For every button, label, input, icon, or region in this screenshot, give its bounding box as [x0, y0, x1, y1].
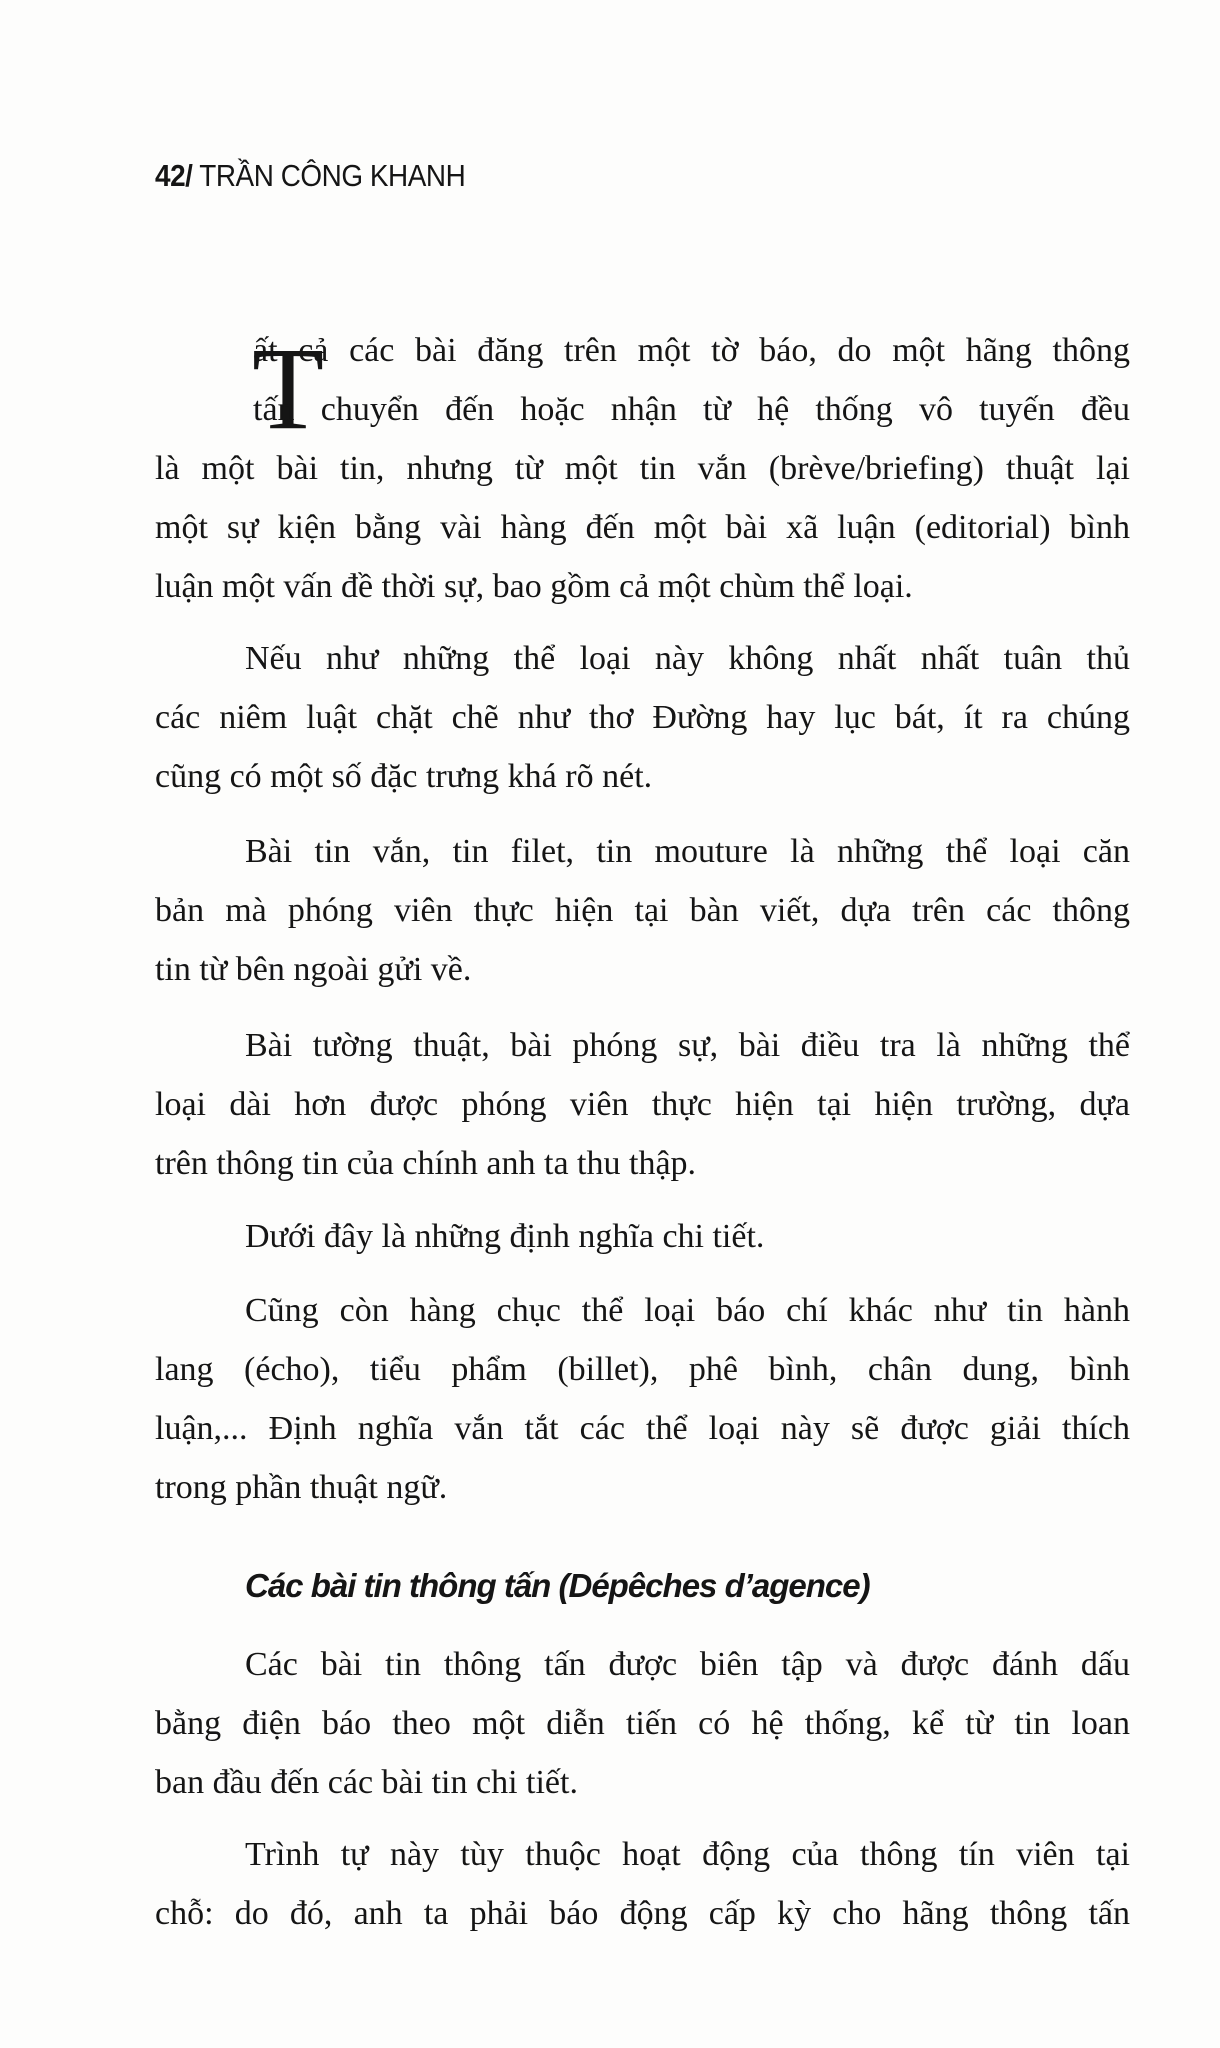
text-line: tin từ bên ngoài gửi về. [155, 951, 472, 988]
text-line: một sự kiện bằng vài hàng đến một bài xã luận (editorial) bình [155, 509, 1130, 546]
text-line: chỗ: do đó, anh ta phải báo động cấp kỳ cho hãng thông tấn [155, 1895, 1130, 1932]
text-line: Dưới đây là những định nghĩa chi tiết. [245, 1218, 765, 1255]
text-line: các niêm luật chặt chẽ như thơ Đường hay lục bát, ít ra chúng [155, 699, 1130, 736]
text-line: ban đầu đến các bài tin chi tiết. [155, 1764, 578, 1801]
text-line: Bài tin vắn, tin filet, tin mouture là những thể loại căn [245, 833, 1130, 870]
author-name: TRẦN CÔNG KHANH [192, 158, 466, 193]
text-line: trong phần thuật ngữ. [155, 1469, 448, 1506]
text-line: Các bài tin thông tấn được biên tập và được đánh dấu [245, 1646, 1130, 1683]
text-line: loại dài hơn được phóng viên thực hiện tại hiện trường, dựa [155, 1086, 1130, 1123]
text-line: trên thông tin của chính anh ta thu thập. [155, 1145, 697, 1182]
text-line: là một bài tin, nhưng từ một tin vắn (brève/briefing) thuật lại [155, 450, 1130, 487]
text-line: Bài tường thuật, bài phóng sự, bài điều tra là những thể [245, 1027, 1130, 1064]
text-line: lang (écho), tiểu phẩm (billet), phê bình, chân dung, bình [155, 1351, 1130, 1388]
text-line: Nếu như những thể loại này không nhất nhất tuân thủ [245, 640, 1130, 677]
drop-cap: T [252, 323, 325, 454]
text-line: bằng điện báo theo một diễn tiến có hệ thống, kể từ tin loan [155, 1705, 1130, 1742]
section-heading: Các bài tin thông tấn (Dépêches d’agence) [245, 1567, 870, 1604]
text-line: cũng có một số đặc trưng khá rõ nét. [155, 758, 653, 795]
text-line: Trình tự này tùy thuộc hoạt động của thông tín viên tại [245, 1836, 1130, 1873]
page-number: 42/ [155, 158, 193, 193]
text-line: luận,... Định nghĩa vắn tắt các thể loại này sẽ được giải thích [155, 1410, 1130, 1447]
text-line: Cũng còn hàng chục thể loại báo chí khác như tin hành [245, 1292, 1130, 1329]
text-line: tấn chuyển đến hoặc nhận từ hệ thống vô tuyến đều [253, 391, 1130, 428]
text-line: ất cả các bài đăng trên một tờ báo, do một hãng thông [253, 332, 1130, 369]
running-header [155, 158, 465, 194]
text-line: luận một vấn đề thời sự, bao gồm cả một chùm thể loại. [155, 568, 913, 605]
text-line: bản mà phóng viên thực hiện tại bàn viết, dựa trên các thông [155, 892, 1130, 929]
